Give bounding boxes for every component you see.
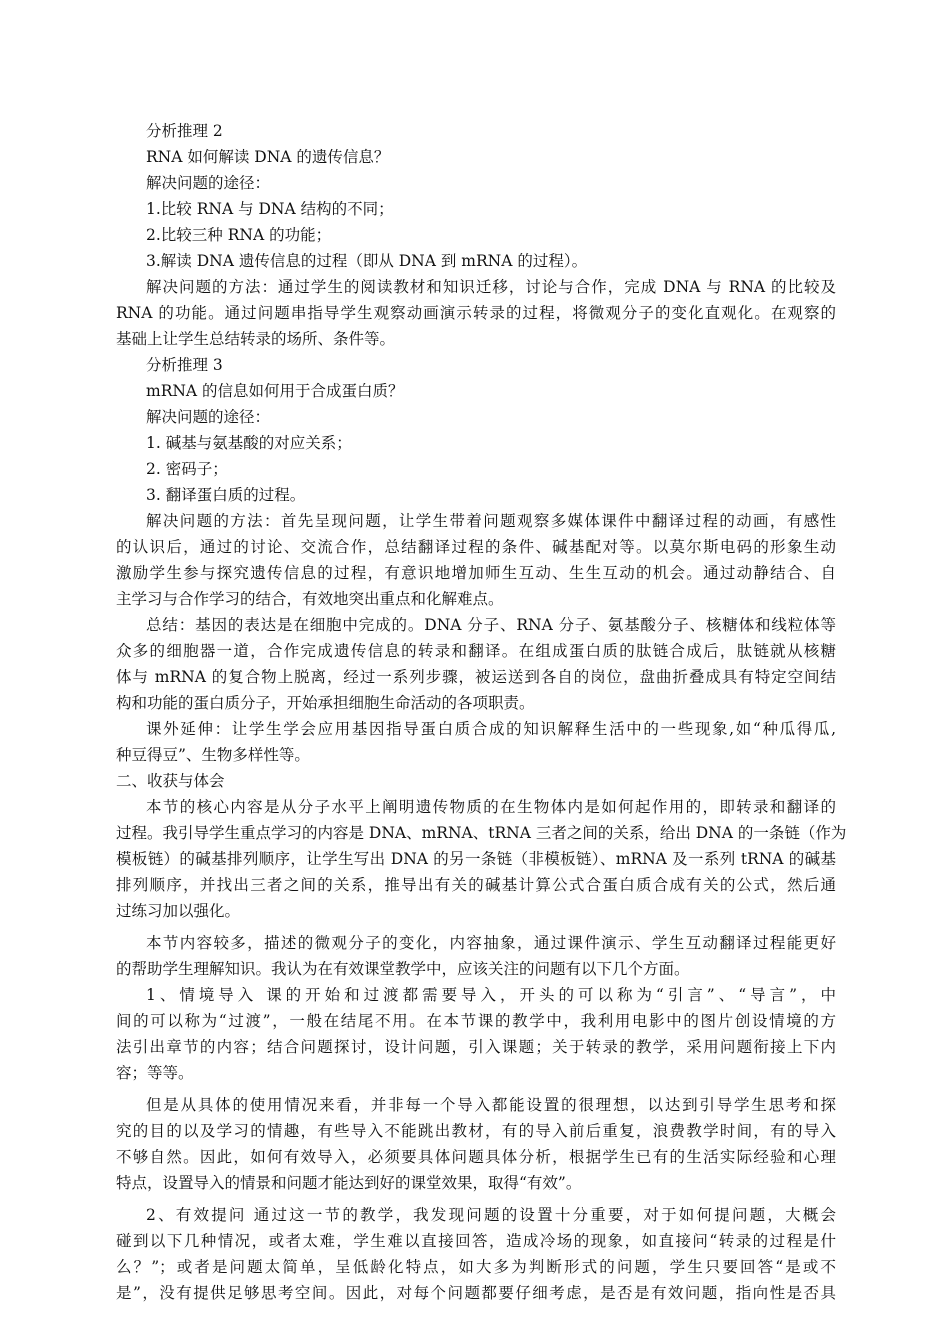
text-line: 解决问题的途径：	[146, 174, 271, 192]
text-line: 主学习与合作学习的结合，有效地突出重点和化解难点。	[116, 590, 504, 608]
text-line: 课外延伸：让学生学会应用基因指导蛋白质合成的知识解释生活中的一些现象,如“种瓜得瓜,	[146, 720, 836, 738]
text-line: 众多的细胞器一道，合作完成遗传信息的转录和翻译。在组成蛋白质的肽链合成后，肽链就从核糖	[116, 642, 836, 660]
list-item: 3.解读 DNA 遗传信息的过程（即从 DNA 到 mRNA 的过程）。	[146, 252, 588, 270]
text-line: 解决问题的方法：通过学生的阅读教材和知识迁移，讨论与合作，完成 DNA 与 RNA 的比较及	[146, 278, 836, 296]
text-line: 1、情境导入 课的开始和过渡都需要导入，开头的可以称为“引言”、“导言”，中	[146, 986, 836, 1004]
text-line: 的认识后，通过的讨论、交流合作，总结翻译过程的条件、碱基配对等。以莫尔斯电码的形象生动	[116, 538, 836, 556]
text-line: RNA 的功能。通过问题串指导学生观察动画演示转录的过程，将微观分子的变化直观化。在观察的	[116, 304, 836, 322]
list-item: 2. 密码子；	[146, 460, 228, 478]
list-item: 1.比较 RNA 与 DNA 结构的不同；	[146, 200, 394, 218]
text-line: 构和功能的蛋白质分子，开始承担细胞生命活动的各项职责。	[116, 694, 535, 712]
text-line: 过练习加以强化。	[116, 902, 241, 920]
text-line: 法引出章节的内容；结合问题探讨，设计问题，引入课题；关于转录的教学，采用问题衔接上下内	[116, 1038, 836, 1056]
text-line: 2、有效提问 通过这一节的教学，我发现问题的设置十分重要，对于如何提问题，大概会	[146, 1206, 836, 1224]
section-heading: 二、收获与体会	[116, 772, 225, 790]
text-line: 特点，设置导入的情景和问题才能达到好的课堂效果，取得“有效”。	[116, 1174, 582, 1192]
text-line: 但是从具体的使用情况来看，并非每一个导入都能设置的很理想，以达到引导学生思考和探	[146, 1096, 836, 1114]
list-item: 3. 翻译蛋白质的过程。	[146, 486, 306, 504]
section-heading: 分析推理 3	[146, 356, 223, 374]
text-line: 的帮助学生理解知识。我认为在有效课堂教学中，应该关注的问题有以下几个方面。	[116, 960, 690, 978]
text-line: 总结：基因的表达是在细胞中完成的。DNA 分子、RNA 分子、氨基酸分子、核糖体和线粒体等	[146, 616, 836, 634]
list-item: 2.比较三种 RNA 的功能；	[146, 226, 332, 244]
text-line: 不够自然。因此，如何有效导入，必须要具体问题具体分析，根据学生已有的生活实际经验和心理	[116, 1148, 836, 1166]
text-line: 基础上让学生总结转录的场所、条件等。	[116, 330, 396, 348]
text-line: 究的目的以及学习的情趣，有些导入不能跳出教材，有的导入前后重复，浪费教学时间，有的导入	[116, 1122, 836, 1140]
text-line: 激励学生参与探究遗传信息的过程，有意识地增加师生互动、生生互动的机会。通过动静结合、自	[116, 564, 836, 582]
text-line: 本节内容较多，描述的微观分子的变化，内容抽象，通过课件演示、学生互动翻译过程能更好	[146, 934, 836, 952]
text-line: 是”，没有提供足够思考空间。因此，对每个问题都要仔细考虑，是否是有效问题，指向性是否具	[116, 1284, 836, 1302]
text-line: 么？”；或者是问题太简单，呈低龄化特点，如大多为判断形式的问题，学生只要回答“是或不	[116, 1258, 836, 1276]
text-line: 种豆得豆”、生物多样性等。	[116, 746, 310, 764]
text-line: 体与 mRNA 的复合物上脱离，经过一系列步骤，被运送到各自的岗位，盘曲折叠成具有特定空间结	[116, 668, 836, 686]
text-line: 解决问题的途径：	[146, 408, 271, 426]
text-line: 排列顺序，并找出三者之间的关系，推导出有关的碱基计算公式合蛋白质合成有关的公式，然后通	[116, 876, 836, 894]
text-line: mRNA 的信息如何用于合成蛋白质？	[146, 382, 404, 400]
section-heading: 分析推理 2	[146, 122, 223, 140]
text-line: 本节的核心内容是从分子水平上阐明遗传物质的在生物体内是如何起作用的，即转录和翻译的	[146, 798, 836, 816]
text-line: RNA 如何解读 DNA 的遗传信息？	[146, 148, 390, 166]
list-item: 1. 碱基与氨基酸的对应关系；	[146, 434, 352, 452]
text-line: 过程。我引导学生重点学习的内容是 DNA、mRNA、tRNA 三者之间的关系，给出 DNA 的一条链（作为	[116, 824, 847, 842]
text-line: 间的可以称为“过渡”，一般在结尾不用。在本节课的教学中，我利用电影中的图片创设情境的方	[116, 1012, 836, 1030]
text-line: 模板链）的碱基排列顺序，让学生写出 DNA 的另一条链（非模板链）、mRNA 及一系列 tRNA 的碱基	[116, 850, 836, 868]
text-line: 容；等等。	[116, 1064, 194, 1082]
text-line: 碰到以下几种情况，或者太难，学生难以直接回答，造成冷场的现象，如直接问“转录的过程是什	[116, 1232, 836, 1250]
text-line: 解决问题的方法：首先呈现问题，让学生带着问题观察多媒体课件中翻译过程的动画，有感性	[146, 512, 836, 530]
